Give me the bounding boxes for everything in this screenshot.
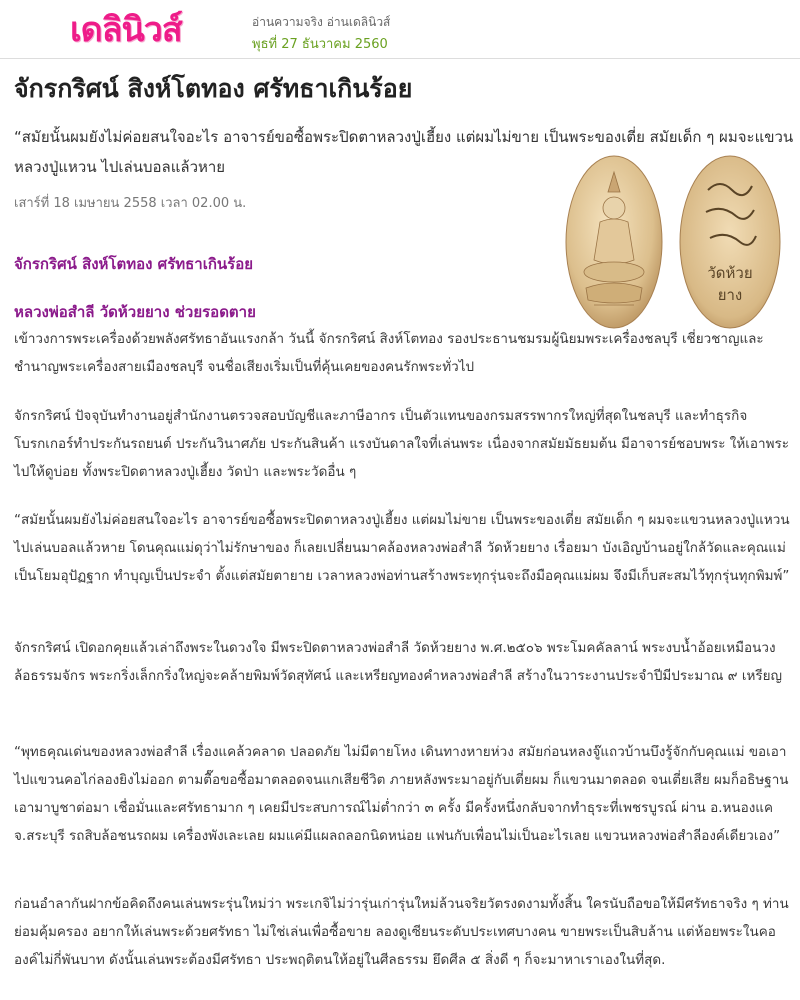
amulet-photo [560,150,790,330]
article-posted-date: เสาร์ที่ 18 เมษายน 2558 เวลา 02.00 น. [14,196,247,211]
article-paragraph: “พุทธคุณเด่นของหลวงพ่อสำลี เรื่องแคล้วคลาด ปลอดภัย ไม่มีตายโหง เดินทางหายห่วง สมัยก่อนหลงจู๊แถวบ้านบึงรู้จักกับคุณแม่ ขอเอาไปแขวนคอไก่ลองยิงไม่ออก ตามตื๊อขอซื้อมาตลอดจนแกเสียชีวิต ภายหลังพระมาอยู่กับเตี่ยผม ก็แขวนมาตลอด จนเตี่ยเสีย ผมก็อธิษฐาน เอามาบูชาต่อมา เชื่อมั่นและศรัทธามาก ๆ เคยมีประสบการณ์ไม่ต่ำกว่า ๓ ครั้ง มีครั้งหนึ่งกลับจากทำธุระที่เพชรบูรณ์ ผ่าน อ.หนองแค จ.สระบุรี รถสิบล้อชนรถผม เครื่องพังเละเลย ผมแค่มีแผลถลอกนิดหน่อย แฟนกับเพื่อนไม่เป็นอะไรเลย แขวนหลวงพ่อสำลีองค์เดียวเอง” [14,744,789,844]
amulet-front [566,156,662,328]
article-paragraph: ก่อนอำลากันฝากข้อคิดถึงคนเล่นพระรุ่นใหม่ว่า พระเกจิไม่ว่ารุ่นเก่ารุ่นใหม่ล้วนจริยวัตรงดงามทั้งสิ้น ใครนับถือขอให้มีศรัทธาจริง ๆ ท่านย่อมคุ้มครอง อยากให้เล่นพระด้วยศรัทธา ไม่ใช่เล่นเพื่อซื้อขาย ลองดูเซียนระดับประเทศบางคน ขายพระเป็นสิบล้าน แต่ห้อยพระในคอองค์ไม่กี่พันบาท ดังนั้นเล่นพระต้องมีศรัทธา ประพฤติตนให้อยู่ในศีลธรรม ยึดศีล ๕ สิ่งดี ๆ ก็จะมาหาเราเองในที่สุด. [14,896,789,968]
masthead [0,0,800,60]
article-paragraph: “สมัยนั้นผมยังไม่ค่อยสนใจอะไร อาจารย์ขอซื้อพระปิดตาหลวงปู่เฮี้ยง แต่ผมไม่ขาย เป็นพระของเตี่ย สมัยเด็ก ๆ ผมจะแขวนหลวงปู่แหวน ไปเล่นบอลแล้วหาย โดนคุณแม่ดุว่าไม่รักษาของ ก็เลยเปลี่ยนมาคล้องหลวงพ่อสำลี วัดห้วยยาง เรื่อยมา บังเอิญบ้านอยู่ใกล้วัดและคุณแม่เป็นโยมอุปัฏฐาก ทำบุญเป็นประจำ ตั้งแต่สมัยตายาย เวลาหลวงพ่อท่านสร้างพระทุกรุ่นจะถึงมือคุณแม่ผม จึงมีเก็บสะสมไว้ทุกรุ่นทุกพิมพ์” [14,512,790,584]
article-paragraph: จักรกริศน์ เปิดอกคุยแล้วเล่าถึงพระในดวงใจ มีพระปิดตาหลวงพ่อสำลี วัดห้วยยาง พ.ศ.๒๕๐๖ พระโมคคัลลาน์ พระงบน้ำอ้อยเหมือนวงล้อธรรมจักร พระกริ่งเล็กกริ่งใหญ่จะคล้ายพิมพ์วัดสุทัศน์ และเหรียญทองคำหลวงพ่อสำลี สร้างในวาระงานประจำปีมีประมาณ ๙ เหรียญ [14,640,783,684]
article-lead-quote: “สมัยนั้นผมยังไม่ค่อยสนใจอะไร อาจารย์ขอซื้อพระปิดตาหลวงปู่เฮี้ยง แต่ผมไม่ขาย เป็นพระของเตี่ย สมัยเด็ก ๆ ผมจะแขวนหลวงปู่แหวน ไปเล่นบอลแล้วหาย [14,128,794,176]
header-divider [0,58,800,59]
amulet-inscription-2: ยาง [717,286,743,304]
site-slogan: อ่านความจริง อ่านเดลินิวส์ [252,15,391,29]
subheading-name: จักรกริศน์ สิงห์โตทอง ศรัทธาเกินร้อย [14,255,254,273]
article-paragraph: เข้าวงการพระเครื่องด้วยพลังศรัทธาอันแรงกล้า วันนี้ จักรกริศน์ สิงห์โตทอง รองประธานชมรมผู้นิยมพระเครื่องชลบุรี เชี่ยวชาญและชำนาญพระเครื่องสายเมืองชลบุรี จนชื่อเสียงเริ่มเป็นที่คุ้นเคยของคนรักพระทั่วไป [14,331,764,375]
subheading-story: หลวงพ่อสำลี วัดห้วยยาง ช่วยรอดตาย [14,303,256,321]
article-title: จักรกริศน์ สิงห์โตทอง ศรัทธาเกินร้อย [14,74,413,103]
site-logo[interactable]: เดลินิวส์ [70,10,182,50]
publication-date: พุธที่ 27 ธันวาคม 2560 [252,37,388,52]
article-paragraph: จักรกริศน์ ปัจจุบันทำงานอยู่สำนักงานตรวจสอบบัญชีและภาษีอากร เป็นตัวแทนของกรมสรรพากรใหญ่ที่สุดในชลบุรี และทำธุรกิจโบรกเกอร์ทำประกันรถยนต์ ประกันวินาศภัย ประกันสินค้า แรงบันดาลใจที่เล่นพระ เนื่องจากสมัยมัธยมต้น มีอาจารย์ชอบพระ ให้เอาพระไปให้ดูบ่อย ทั้งพระปิดตาหลวงปู่เฮี้ยง วัดป่า และพระวัดอื่น ๆ [14,408,789,480]
amulet-back [680,156,780,328]
amulet-inscription: วัดห้วย [707,264,753,282]
